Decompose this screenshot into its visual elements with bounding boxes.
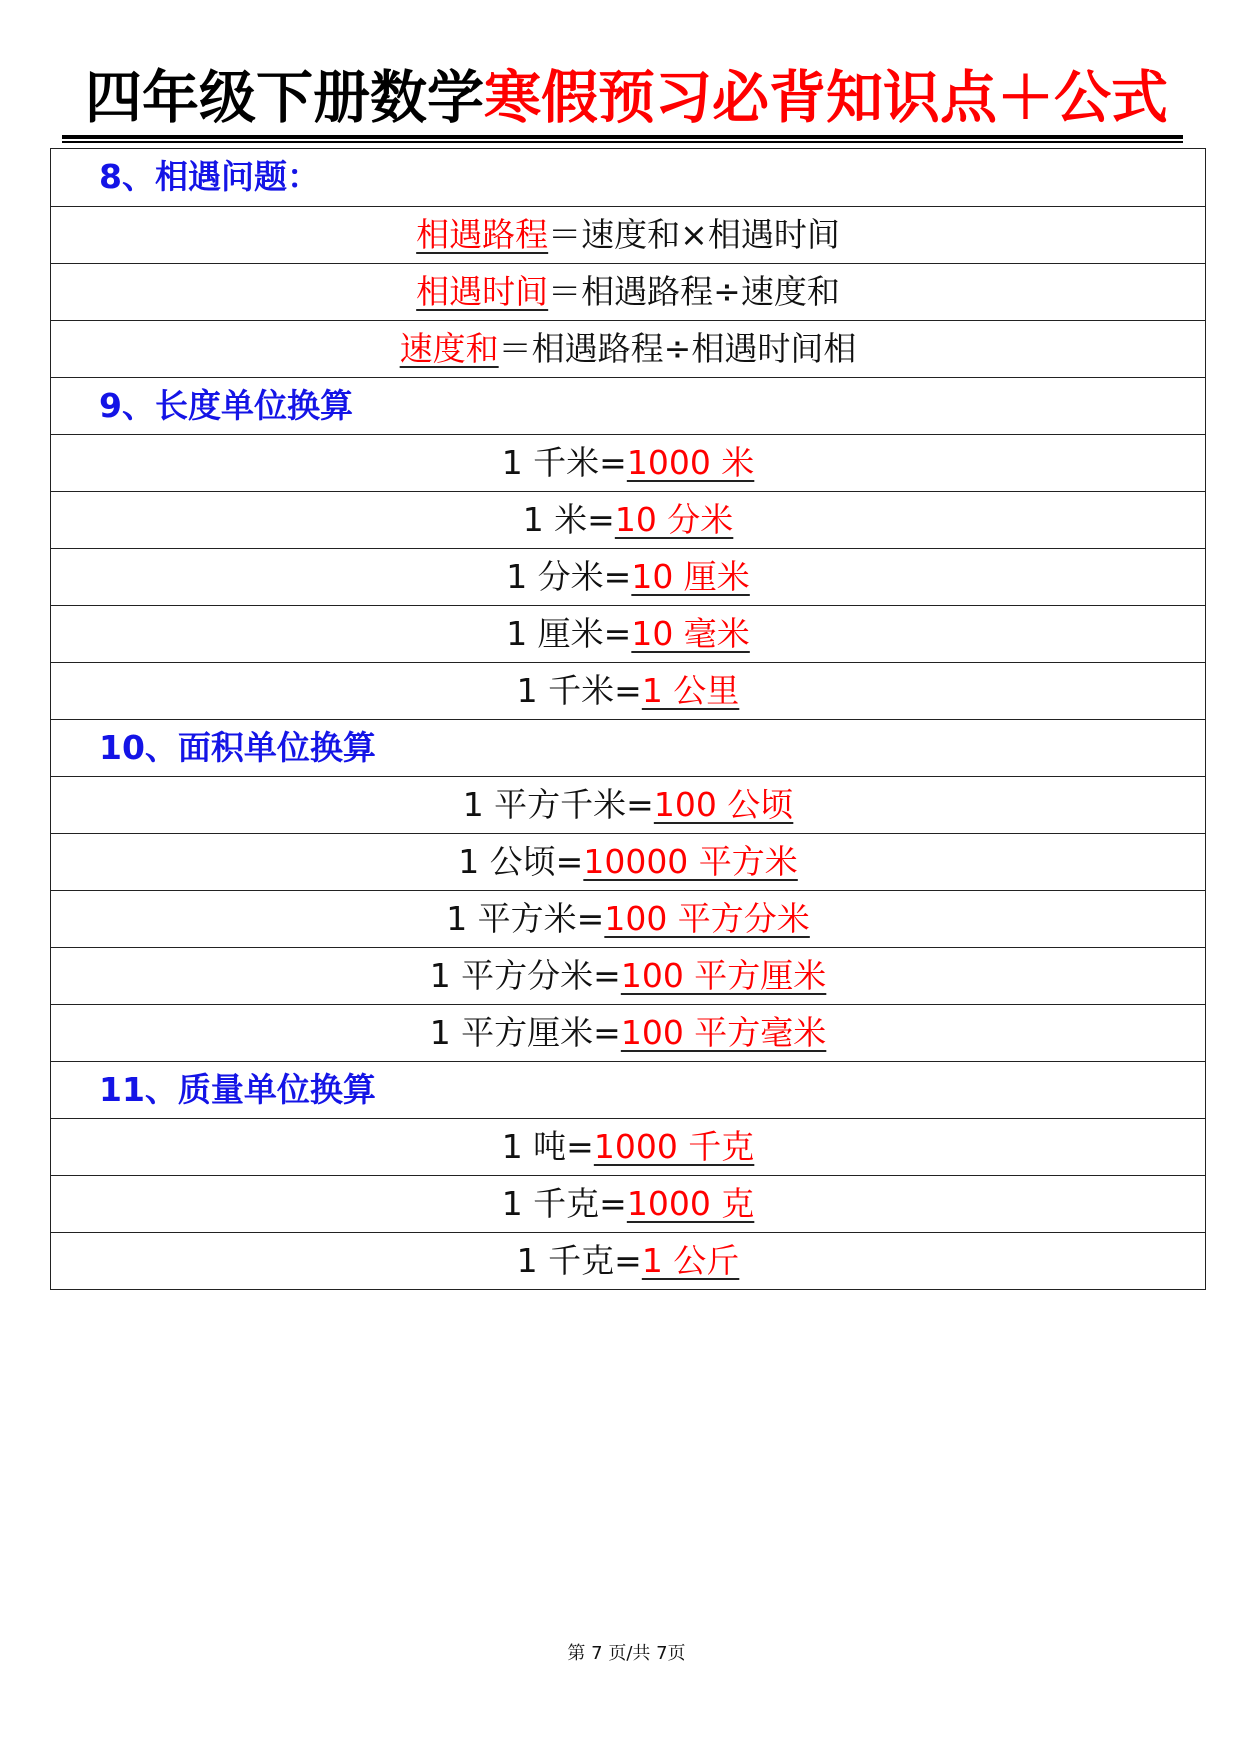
conversion-unit: 1 千米= <box>501 443 627 482</box>
conversion-row <box>51 605 1205 662</box>
formula-row <box>51 206 1205 263</box>
conversion-value: 10 分米 <box>614 500 734 539</box>
conversion-row <box>51 434 1205 491</box>
conversion-value: 10000 平方米 <box>583 842 798 881</box>
conversion-row <box>51 776 1205 833</box>
conversion-value: 100 平方分米 <box>604 899 810 938</box>
conversion-value: 100 公顷 <box>653 785 794 824</box>
conversion-value: 100 平方厘米 <box>620 956 827 995</box>
conversion-value: 1000 米 <box>626 443 755 482</box>
conversion-value: 10 厘米 <box>631 557 750 596</box>
section-heading-meeting: 8、相遇问题： <box>99 157 320 196</box>
formula-highlight: 速度和 <box>399 329 499 368</box>
conversion-unit: 1 平方米= <box>446 899 605 938</box>
formula-text: ＝相遇路程÷速度和 <box>548 272 840 311</box>
conversion-unit: 1 平方千米= <box>462 785 654 824</box>
conversion-value: 10 毫米 <box>631 614 750 653</box>
title-rule-thin <box>62 141 1183 143</box>
title-rule-thick <box>62 135 1183 139</box>
title-topic-part: 寒假预习必背知识点＋公式 <box>484 65 1168 131</box>
conversion-unit: 1 米= <box>522 500 615 539</box>
conversion-value: 1 公里 <box>641 671 740 710</box>
formula-text: ＝相遇路程÷相遇时间相 <box>498 329 857 368</box>
formula-row <box>51 320 1205 377</box>
conversion-row <box>51 1118 1205 1175</box>
conversion-unit: 1 厘米= <box>506 614 632 653</box>
conversion-value: 1000 克 <box>626 1184 755 1223</box>
section-heading-mass: 11、质量单位换算 <box>51 1061 1205 1118</box>
formula-text: ＝速度和×相遇时间 <box>548 215 840 254</box>
formula-highlight: 相遇路程 <box>416 215 549 254</box>
conversion-unit: 1 平方厘米= <box>429 1013 621 1052</box>
formula-highlight: 相遇时间 <box>416 272 549 311</box>
conversion-row <box>51 890 1205 947</box>
conversion-row <box>51 1175 1205 1232</box>
conversion-row <box>51 491 1205 548</box>
conversion-row <box>51 662 1205 719</box>
conversion-row <box>51 548 1205 605</box>
formula-row <box>51 263 1205 320</box>
section-heading-area: 10、面积单位换算 <box>51 719 1205 776</box>
conversion-unit: 1 千克= <box>501 1184 627 1223</box>
title-grade-part: 四年级下册数学 <box>85 65 484 131</box>
conversion-unit: 1 平方分米= <box>429 956 621 995</box>
conversion-unit: 1 分米= <box>506 557 632 596</box>
section-heading-length: 9、长度单位换算 <box>51 377 1205 434</box>
conversion-row <box>51 1004 1205 1061</box>
conversion-unit: 1 千克= <box>516 1241 642 1280</box>
conversion-unit: 1 公顷= <box>458 842 584 881</box>
conversion-value: 1000 千克 <box>593 1127 755 1166</box>
conversion-value: 100 平方毫米 <box>620 1013 827 1052</box>
conversion-unit: 1 吨= <box>501 1127 594 1166</box>
knowledge-table <box>50 148 1206 1290</box>
conversion-row <box>51 947 1205 1004</box>
conversion-row <box>51 1232 1205 1289</box>
conversion-value: 1 公斤 <box>641 1241 740 1280</box>
page-number-footer: 第 7 页/共 7页 <box>567 1643 686 1664</box>
conversion-unit: 1 千米= <box>516 671 642 710</box>
conversion-row <box>51 833 1205 890</box>
page-title <box>0 62 1253 134</box>
